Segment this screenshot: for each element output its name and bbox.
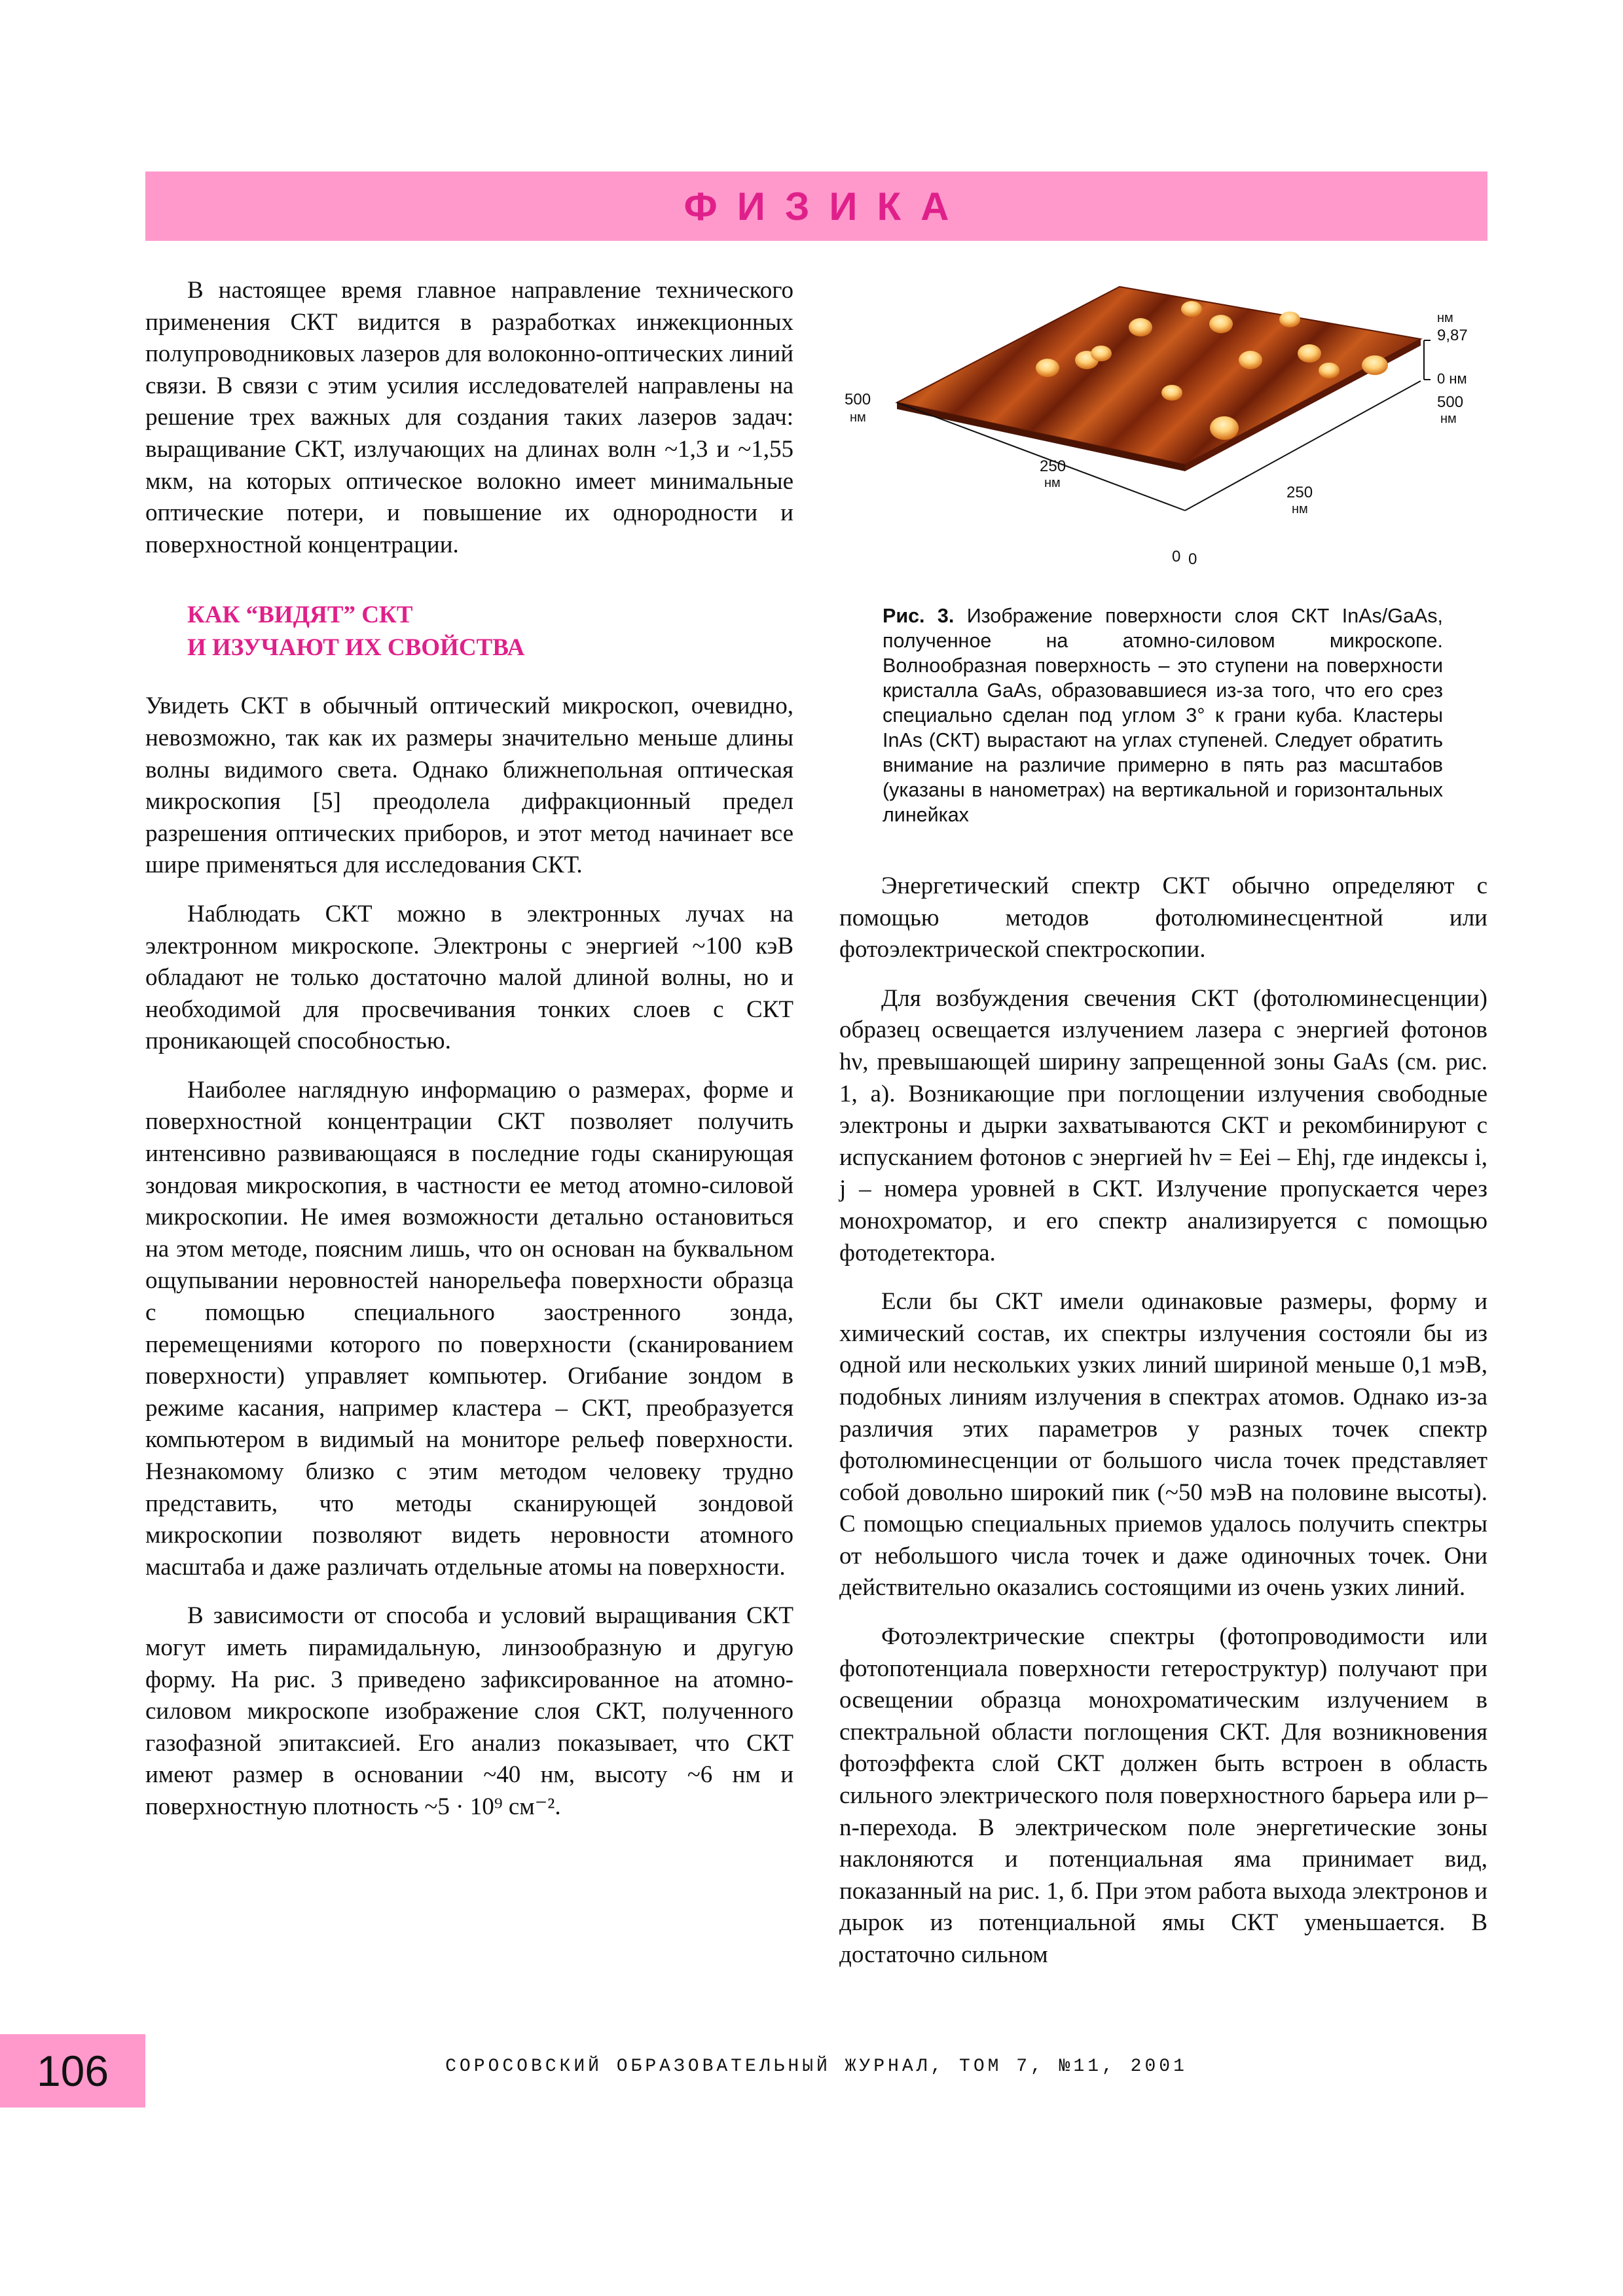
axis-label: 0 нм [1437, 370, 1467, 387]
caption-lead: Рис. 3. [883, 605, 955, 627]
paragraph: Энергетический спектр СКТ обычно определяют с помощью методов фотолюминесцентной или фотоэлектрической спектроскопии. [839, 872, 1487, 963]
paragraph: Наблюдать СКТ можно в электронных лучах на электронном микроскопе. Электроны с энергией ~100 кэВ обладают не только достаточно малой длиной волны, но и необходимой для просвечивания тонких слоев с СКТ проникающей способностью. [145, 900, 793, 1055]
paragraph: Для возбуждения свечения СКТ (фотолюминесценции) образец освещается излучением лазера с энергией фотонов hν, превышающей ширину запрещенной зоны GaAs (см. рис. 1, а). Возникающие при поглощении излучения свободные электроны и дырки захватываются СКТ и рекомбинируют с испусканием фотонов с энергией hν = Eei – Ehj, где индексы i, j – номера уровней в СКТ. Излучение пропускается через монохроматор, и его спектр анализируется с помощью фотодетектора. [839, 984, 1487, 1266]
axis-label: 250 [1040, 457, 1067, 475]
quantum-dot [1036, 359, 1059, 377]
section-heading-line: И ИЗУЧАЮТ ИХ СВОЙСТВА [187, 634, 525, 662]
section-header-band [145, 171, 1487, 241]
figure-caption [883, 603, 1443, 827]
axis-label: 500 [1437, 393, 1464, 411]
quantum-dot [1362, 355, 1388, 375]
paragraph: Фотоэлектрические спектры (фотопроводимости или фотопотенциала поверхности гетероструктур) получают при освещении образца монохроматическим излучением в спектральной области поглощения СКТ. Для возникновения фотоэффекта слой СКТ должен быть встроен в область сильного электрического поля поверхностного барьера или p–n-перехода. В электрическом поле энергетические зоны наклоняются и потенциальная яма принимает вид, показанный на рис. 1, б. При этом работа выхода электронов и дырок из потенциальной ямы СКТ уменьшается. В достаточно сильном [839, 1623, 1487, 1968]
page-number-box [0, 2034, 145, 2108]
left-column [145, 275, 793, 1840]
axis-label: 0 [1172, 548, 1181, 565]
quantum-dot [1319, 363, 1340, 378]
section-heading-line: КАК “ВИДЯТ” СКТ [187, 601, 413, 629]
afm-surface [897, 287, 1421, 465]
paragraph: В настоящее время главное направление технического применения СКТ видится в разработках инжекционных полупроводниковых лазеров для волоконно-оптических линий связи. В связи с этим усилия исследователей направлены на решение трех важных для создания таких лазеров задач: выращивание СКТ, излучающих на длинах волн ~1,3 и ~1,55 мкм, на которых оптическое волокно имеет минимальные оптические потери, и повышение их однородности и поверхностной концентрации. [145, 277, 793, 558]
paragraph: Наиболее наглядную информацию о размерах, форме и поверхностной концентрации СКТ позволяет получить интенсивно развивающаяся в последние годы сканирующая зондовая микроскопия, в частности ее метод атомно-силовой микроскопии. Не имея возможности детально остановиться на этом методе, поясним лишь, что он основан на буквальном ощупывании неровностей нанорельефа поверхности образца с помощью специального заостренного зонда, перемещениями которого по поверхности (сканированием поверхности) управляет компьютер. Огибание зондом в режиме касания, например кластера – СКТ, преобразуется компьютером в видимый на мониторе рельеф поверхности. Незнакомому близко с этим методом человеку трудно представить, что методы сканирующей зондовой микроскопии позволяют видеть неровности атомного масштаба и даже различать отдельные атомы на поверхности. [145, 1076, 793, 1581]
paragraph: В зависимости от способа и условий выращивания СКТ могут иметь пирамидальную, линзообразную и другую форму. На рис. 3 приведено зафиксированное на атомно-силовом микроскопе изображение слоя СКТ, полученного газофазной эпитаксией. Его анализ показывает, что СКТ имеют размер в основании ~40 нм, высоту ~6 нм и поверхностную плотность ~5 · 10⁹ см⁻². [145, 1602, 793, 1820]
quantum-dot [1298, 344, 1321, 363]
section-title: ФИЗИКА [684, 184, 969, 228]
section-heading [187, 599, 793, 664]
quantum-dot [1239, 351, 1262, 369]
caption-text: Изображение поверхности слоя СКТ InAs/GaAs, полученное на атомно-силовом микроскопе. Волнообразная поверхность – это ступени на поверхности кристалла GaAs, образовавшиеся из-за того, что его срез специально сделан под углом 3° к грани куба. Кластеры InAs (СКТ) вырастают на углах ступеней. Следует обратить внимание на различие примерно в пять раз масштабов (указаны в нанометрах) на вертикальной и горизонтальных линейках [883, 605, 1443, 826]
quantum-dot [1129, 318, 1152, 336]
quantum-dot [1210, 416, 1239, 440]
paragraph: Если бы СКТ имели одинаковые размеры, форму и химический состав, их спектры излучения состояли бы из одной или нескольких узких линий шириной меньше 0,1 мэВ, подобных линиям излучения в спектрах атомов. Однако из-за различия этих параметров у разных точек спектр фотолюминесценции от большого числа точек представляет собой довольно широкий пик (~50 мэВ на половине высоты). С помощью специальных приемов удалось получить спектры от небольшого числа точек и даже одиночных точек. Они действительно оказались состоящими из очень узких линий. [839, 1288, 1487, 1602]
quantum-dot [1209, 315, 1233, 333]
axis-label: нм [1292, 502, 1308, 516]
axis-label: 500 [845, 391, 871, 408]
journal-footer: СОРОСОВСКИЙ ОБРАЗОВАТЕЛЬНЫЙ ЖУРНАЛ, ТОМ 7, №11, 2001 [445, 2056, 1188, 2077]
axis-label: 250 [1286, 484, 1313, 501]
axis-label: 0 [1188, 550, 1197, 568]
right-column [839, 870, 1487, 1988]
quantum-dot [1279, 312, 1300, 327]
page-number: 106 [36, 2047, 109, 2095]
figure-afm-image [831, 255, 1487, 583]
quantum-dot [1091, 346, 1112, 361]
axis-label: 9,87 [1437, 327, 1468, 344]
axis-label: нм [1437, 311, 1453, 325]
paragraph: Увидеть СКТ в обычный оптический микроскоп, очевидно, невозможно, так как их размеры значительно меньше длины волны видимого света. Однако ближнепольная оптическая микроскопия [5] преодолела дифракционный предел разрешения оптических приборов, и этот метод начинает все шире применяться для исследования СКТ. [145, 692, 793, 879]
axis-label: нм [850, 410, 866, 425]
quantum-dot [1181, 301, 1202, 317]
axis-label: нм [1440, 412, 1457, 426]
axis-label: нм [1044, 476, 1061, 490]
quantum-dot [1161, 385, 1182, 401]
